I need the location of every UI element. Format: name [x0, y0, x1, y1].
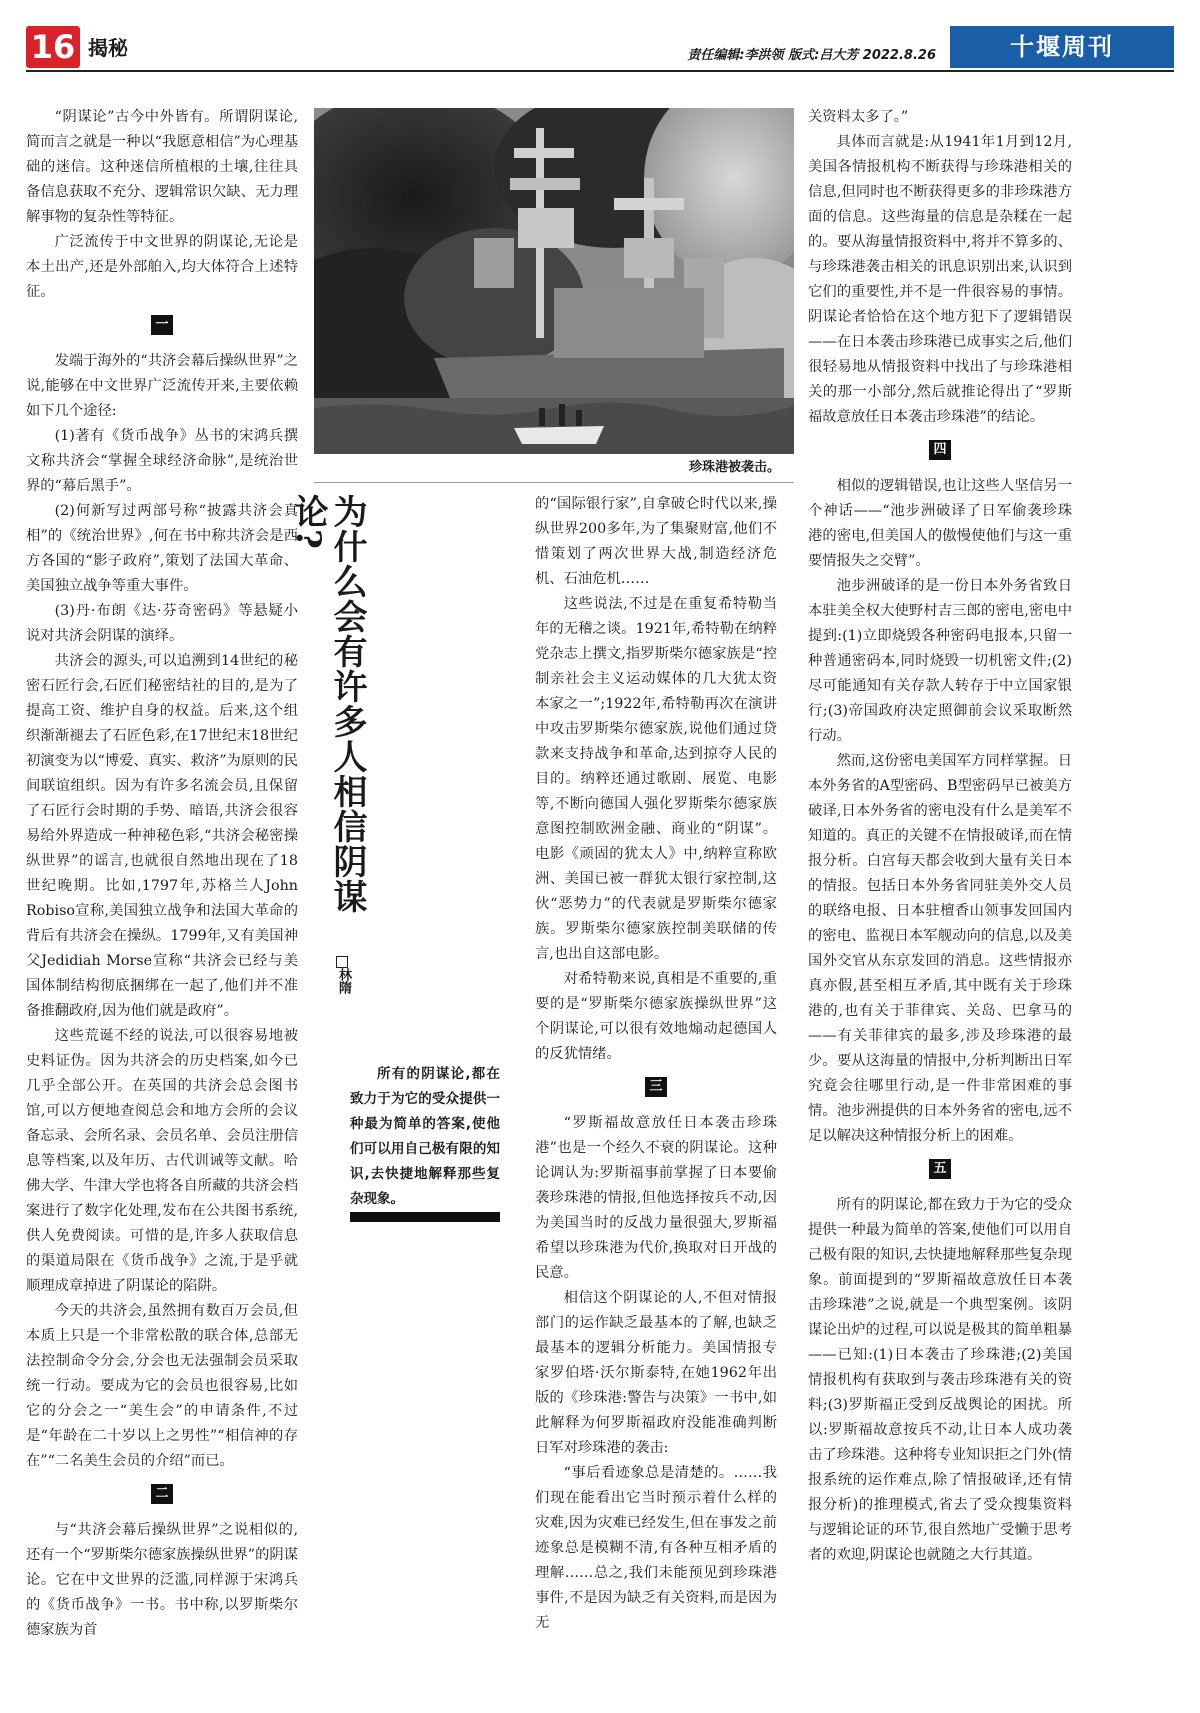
- page-header: [26, 26, 1174, 72]
- paragraph: 广泛流传于中文世界的阴谋论,无论是本土出产,还是外部舶入,均大体符合上述特征。: [26, 234, 298, 300]
- paragraph: (1)著有《货币战争》丛书的宋鸿兵撰文称共济会“掌握全球经济命脉”,是统治世界的“幕后黑手”。: [26, 428, 298, 494]
- paragraph: 然而,这份密电美国军方同样掌握。日本外务省的A型密码、B型密码早已被美方破译,日本外务省的密电没有什么是美军不知道的。真正的关键不在情报破译,而在情报分析。白宫每天都会收到大量有关日本的情报。包括日本外务省同驻美外交人员的联络电报、日本驻檀香山领事发回国内的密电、监视日本军舰动向的信息,以及美国外交官从东京发回的消息。这些情报亦真亦假,甚至相互矛盾,其中既有关于珍珠港的,也有关于菲律宾、关岛、巴拿马的——有关菲律宾的最多,涉及珍珠港的最少。要从这海量的情报中,分析判断出日军究竟会往哪里行动,是一件非常困难的事情。池步洲提供的日本外务省的密电,远不足以解决这种情报分析上的困难。: [808, 753, 1072, 1144]
- photo-caption: 珍珠港被袭击。: [688, 460, 780, 475]
- paragraph: “事后看迹象总是清楚的。……我们现在能看出它当时预示着什么样的灾难,因为灾难已经发生,但在事发之前迹象总是模糊不清,有各种互相矛盾的理解……总之,我们未能预见到珍珠港事件,不是因为缺乏有关资料,而是因为无: [535, 1465, 777, 1631]
- pearl-harbor-photo: [314, 108, 794, 454]
- editor-credits: 责任编辑:李洪领 版式:吕大芳 2022.8.26: [687, 48, 936, 63]
- battleship-smoke-image: [314, 108, 794, 454]
- paragraph: 今天的共济会,虽然拥有数百万会员,但本质上只是一个非常松散的联合体,总部无法控制命令分会,分会也无法强制会员采取统一行动。要成为它的会员也很容易,比如它的分会之一“美生会”的申请条件,不过是“年龄在二十岁以上之男性”“相信神的存在”“二名美生会员的介绍”而已。: [26, 1303, 298, 1469]
- article-column-1: [26, 105, 298, 1643]
- paragraph: 对希特勒来说,真相是不重要的,重要的是“罗斯柴尔德家族操纵世界”这个阴谋论,可以很有效地煽动起德国人的反犹情绪。: [535, 971, 777, 1062]
- page-number: 16: [26, 26, 80, 68]
- section-marker-5: 五: [929, 1159, 951, 1179]
- section-title: 揭秘: [88, 36, 128, 60]
- paragraph: 相似的逻辑错误,也让这些人坚信另一个神话——“池步洲破译了日军偷袭珍珠港的密电,但美国人的傲慢使他们与这一重要情报失之交臂”。: [808, 478, 1072, 569]
- article-headline: 为什么会有许多人相信阴谋论?: [288, 494, 367, 914]
- paragraph: 与“共济会幕后操纵世界”之说相似的,还有一个“罗斯柴尔德家族操纵世界”的阴谋论。它在中文世界的泛滥,同样源于宋鸿兵的《货币战争》一书。书中称,以罗斯柴尔德家族为首: [26, 1522, 298, 1638]
- paragraph: 共济会的源头,可以追溯到14世纪的秘密石匠行会,石匠们秘密结社的目的,是为了提高工资、维护自身的权益。后来,这个组织渐渐褪去了石匠色彩,在17世纪末18世纪初演变为以“博爱、真实、救济”为原则的民间联谊组织。因为有许多名流会员,且保留了石匠行会时期的手势、暗语,共济会很容易给外界造成一种神秘色彩,“共济会秘密操纵世界”的谣言,也就很自然地出现在了18世纪晚期。比如,1797年,苏格兰人John Robiso宣称,美国独立战争和法国大革命的背后有共济会在操纵。1799年,又有美国神父Jedidiah Morse宣称“共济会已经与美国体制结构彻底捆绑在一起了,他们并不准备推翻政府,因为他们就是政府”。: [26, 653, 298, 1019]
- byline-marker-icon: [336, 956, 348, 968]
- paragraph: 池步洲破译的是一份日本外务省致日本驻美全权大使野村吉三郎的密电,密电中提到:(1)立即烧毁各种密码电报本,只留一种普通密码本,同时烧毁一切机密文件;(2)尽可能通知有关存款人转存于中立国家银行;(3)帝国政府决定照御前会议采取断然行动。: [808, 578, 1072, 744]
- paragraph: “罗斯福故意放任日本袭击珍珠港”也是一个经久不衰的阴谋论。这种论调认为:罗斯福事前掌握了日本要偷袭珍珠港的情报,但他选择按兵不动,因为美国当时的反战力量很强大,罗斯福希望以珍珠港为代价,换取对日开战的民意。: [535, 1115, 777, 1281]
- paragraph: (3)丹·布朗《达·芬奇密码》等悬疑小说对共济会阴谋的演绎。: [26, 603, 298, 644]
- section-marker-4: 四: [929, 440, 951, 460]
- article-column-2: [535, 492, 777, 1636]
- pull-quote: 所有的阴谋论,都在致力于为它的受众提供一种最为简单的答案,使他们可以用自己极有限的知识,去快捷地解释那些复杂现象。: [350, 1066, 500, 1207]
- section-marker-2: 二: [151, 1484, 173, 1504]
- author-byline: 林隋: [336, 968, 351, 994]
- paragraph: “阴谋论”古今中外皆有。所谓阴谋论,简而言之就是一种以“我愿意相信”为心理基础的迷信。这种迷信所植根的土壤,往往具备信息获取不充分、逻辑常识欠缺、无力理解事物的复杂性等特征。: [26, 109, 298, 225]
- paragraph: 相信这个阴谋论的人,不但对情报部门的运作缺乏最基本的了解,也缺乏最基本的逻辑分析能力。美国情报专家罗伯塔·沃尔斯泰特,在她1962年出版的《珍珠港:警告与决策》一书中,如此解释为何罗斯福政府没能准确判断日军对珍珠港的袭击:: [535, 1290, 777, 1456]
- paragraph: 所有的阴谋论,都在致力于为它的受众提供一种最为简单的答案,使他们可以用自己极有限的知识,去快捷地解释那些复杂现象。前面提到的“罗斯福故意放任日本袭击珍珠港”之说,就是一个典型案例。该阴谋论出炉的过程,可以说是极其的简单粗暴——已知:(1)日本袭击了珍珠港;(2)美国情报机构有获取到与袭击珍珠港有关的资料;(3)罗斯福正受到反战舆论的困扰。所以:罗斯福故意按兵不动,让日本人成功袭击了珍珠港。这种将专业知识拒之门外(情报系统的运作难点,除了情报破译,还有情报分析)的推理模式,省去了受众搜集资料与逻辑论证的环节,很自然地广受懒于思考者的欢迎,阴谋论也就随之大行其道。: [808, 1197, 1072, 1563]
- paragraph: 这些荒诞不经的说法,可以很容易地被史料证伪。因为共济会的历史档案,如今已几乎全部公开。在英国的共济会总会图书馆,可以方便地查阅总会和地方会所的会议备忘录、会所名录、会员名单、会员注册信息等档案,以及年历、古代训诫等文献。哈佛大学、牛津大学也将各自所藏的共济会档案进行了数字化处理,发布在公共图书系统,供人免费阅读。可惜的是,许多人获取信息的渠道局限在《货币战争》之流,于是乎就顺理成章掉进了阴谋论的陷阱。: [26, 1028, 298, 1294]
- newspaper-masthead: 十堰周刊: [950, 26, 1174, 68]
- paragraph: 的“国际银行家”,自拿破仑时代以来,操纵世界200多年,为了集聚财富,他们不惜策划了两次世界大战,制造经济危机、石油危机……: [535, 496, 777, 587]
- paragraph: 具体而言就是:从1941年1月到12月,美国各情报机构不断获得与珍珠港相关的信息,但同时也不断获得更多的非珍珠港方面的信息。这些海量的信息是杂糅在一起的。要从海量情报资料中,将并不算多的、与珍珠港袭击相关的讯息识别出来,认识到它们的重要性,并不是一件很容易的事情。阴谋论者恰恰在这个地方犯下了逻辑错误——在日本袭击珍珠港已成事实之后,他们很轻易地从情报资料中找出了与珍珠港相关的那一小部分,然后就推论得出了“罗斯福故意放任日本袭击珍珠港”的结论。: [808, 134, 1072, 425]
- paragraph: (2)何新写过两部号称“披露共济会真相”的《统治世界》,何在书中称共济会是西方各国的“影子政府”,策划了法国大革命、美国独立战争等重大事件。: [26, 503, 298, 594]
- article-column-3: [808, 105, 1072, 1568]
- paragraph: 关资料太多了。”: [808, 109, 909, 125]
- divider: [314, 482, 794, 483]
- section-marker-1: 一: [151, 315, 173, 335]
- paragraph: 这些说法,不过是在重复希特勒当年的无稽之谈。1921年,希特勒在纳粹党杂志上撰文,指罗斯柴尔德家族是“控制亲社会主义运动媒体的几大犹太资本家之一”;1922年,希特勒再次在演讲中攻击罗斯柴尔德家族,说他们通过贷款来支持战争和革命,达到掠夺人民的目的。纳粹还通过歌剧、展览、电影等,不断向德国人强化罗斯柴尔德家族意图控制欧洲金融、商业的“阴谋”。电影《顽固的犹太人》中,纳粹宣称欧洲、美国已被一群犹太银行家控制,这伙“恶势力”的代表就是罗斯柴尔德家族。罗斯柴尔德家族控制美联储的传言,也出自这部电影。: [535, 596, 777, 962]
- pull-quote-bar: [350, 1212, 500, 1222]
- section-marker-3: 三: [645, 1077, 667, 1097]
- paragraph: 发端于海外的“共济会幕后操纵世界”之说,能够在中文世界广泛流传开来,主要依赖如下几个途径:: [26, 353, 298, 419]
